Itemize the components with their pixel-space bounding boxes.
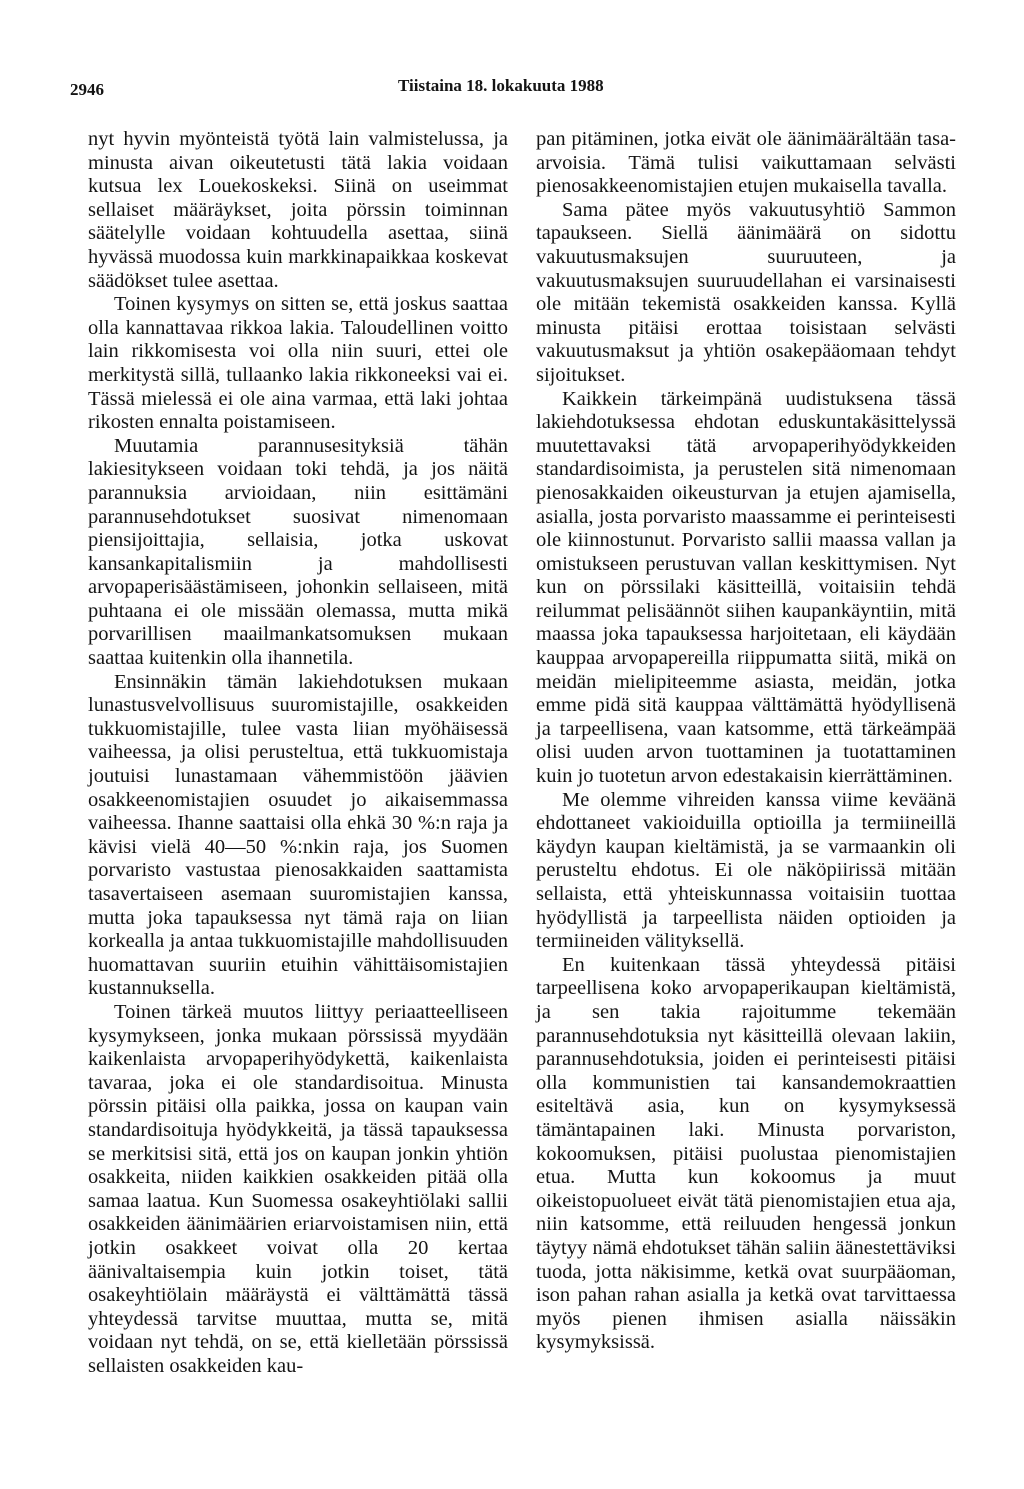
page-number: 2946 <box>70 80 104 99</box>
paragraph: Toinen kysymys on sitten se, että joskus saattaa olla kannattavaa rikkoa lakia. Taloudellinen voitto lain rikkomisesta voi olla niin suuri, ettei ole merkitystä sillä, tullaanko lakia rikkoneeksi vai ei. Tässä mielessä ei ole aina varmaa, että laki johtaa rikosten ennalta poistamiseen. <box>88 293 508 434</box>
running-title: Tiistaina 18. lokakuuta 1988 <box>398 76 604 95</box>
paragraph: Sama pätee myös vakuutusyhtiö Sammon tapaukseen. Siellä äänimäärä on sidottu vakuutusmaksujen suuruuteen, ja vakuutusmaksujen suuruudellahan ei varsinaisesti ole mitään tekemistä osakkeiden kanssa. Kyllä minusta pitäisi erottaa toisistaan selvästi vakuutusmaksut ja yhtiön osakepääomaan tehdyt sijoitukset. <box>536 198 956 386</box>
paragraph: Me olemme vihreiden kanssa viime keväänä ehdottaneet vakioiduilla optioilla ja termiineillä käydyn kaupan kieltämistä, ja se varmaankin oli perusteltu ehdotus. Ei ole näköpiirissä mitään sellaista, että yhteiskunnassa voitaisiin tuottaa hyödyllistä ja tarpeellista näiden optioiden ja termiineiden välityksellä. <box>536 788 956 953</box>
paragraph: nyt hyvin myönteistä työtä lain valmistelussa, ja minusta aivan oikeutetusti tätä lakia voidaan kutsua lex Louekoskeksi. Siinä on useimmat sellaiset määräykset, joita pörssin toiminnan säätelylle voidaan kohtuudella asettaa, siinä hyvässä muodossa kuin markkinapaikkaa koskevat säädökset tulee asettaa. <box>88 128 508 292</box>
paragraph: Ensinnäkin tämän lakiehdotuksen mukaan lunastusvelvollisuus suuromistajille, osakkeiden tukkuomistajille, tulee vasta liian myöhäisessä vaiheessa, ja olisi perusteltua, että tukkuomistaja joutuisi lunastamaan vähemmistöön jäävien osakkeenomistajien osuudet jo aikaisemmassa vaiheessa. Ihanne saattaisi olla ehkä 30 %:n raja ja kävisi vielä 40—50 %:nkin raja, jos Suomen porvaristo vastustaa pienosakkaiden saattamista tasavertaiseen asemaan suuromistajien kanssa, mutta joka tapauksessa nyt tämä raja on liian korkealla ja antaa tukkuomistajille mahdollisuuden huomattavan suuriin etuihin vähittäisomistajien kustannuksella. <box>88 670 508 1000</box>
paragraph: En kuitenkaan tässä yhteydessä pitäisi tarpeellisena koko arvopaperikaupan kieltämistä, ja sen takia rajoitumme tekemään parannusehdotuksia nyt käsitteillä olevaan lakiin, parannusehdotuksia, joiden ei perinteisesti pitäisi olla kommunistien tai kansandemokraattien esiteltävä asia, kun on kysymyksessä tämäntapainen laki. Minusta porvariston, kokoomuksen, pitäisi puolustaa pienomistajien etua. Mutta kun kokoomus ja muut oikeistopuolueet eivät tätä pienomistajien etua aja, niin katsomme, että reiluuden hengessä jonkun täytyy nämä ehdotukset tähän saliin äänestettäviksi tuoda, jotta näkisimme, ketkä ovat suurpääoman, ison pahan rahan asialla ja ketkä ovat tarvittaessa myös pienen ihmisen asialla näissäkin kysymyksissä. <box>536 953 956 1354</box>
paragraph: Kaikkein tärkeimpänä uudistuksena tässä lakiehdotuksessa ehdotan eduskuntakäsittelyssä muutettavaksi tätä arvopaperihyödykkeiden standardisoimista, ja perustelen sitä nimenomaan pienosakkaiden oikeusturvan ja etujen ajamisella, asialla, josta porvaristo maassamme ei perinteisesti ole kiinnostunut. Porvaristo sallii maassa vallan ja omistukseen perustuvan vallan keskittymisen. Nyt kun on pörssilaki käsitteillä, voitaisiin tehdä reilummat pelisäännöt siihen kaupankäyntiin, mitä maassa joka tapauksessa harjoitetaan, eli käydään kauppaa arvopapereilla riippumatta siitä, mikä on meidän mielipiteemme asiasta, meidän, jotka emme pidä sitä kauppaa välttämättä hyödyllisenä ja tarpeellisena, vaan katsomme, että tärkeämpää olisi uuden arvon tuottaminen ja tuotattaminen kuin jo tuotetun arvon edestakaisin kierrättäminen. <box>536 387 956 788</box>
paragraph: Muutamia parannusesityksiä tähän lakiesitykseen voidaan toki tehdä, ja jos näitä parannuksia arvioidaan, niin esittämäni parannusehdotukset suosivat nimenomaan piensijoittajia, sellaisia, jotka uskovat kansankapitalismiin ja mahdollisesti arvopaperisäästämiseen, johonkin sellaiseen, mitä puhtaana ei ole missään olemassa, mutta mikä porvarillisen maailmankatsomuksen mukaan saattaa kuitenkin olla ihannetila. <box>88 434 508 670</box>
page-header <box>70 76 950 104</box>
left-column <box>88 128 508 1378</box>
paragraph: Toinen tärkeä muutos liittyy periaatteelliseen kysymykseen, jonka mukaan pörssissä myydään kaikenlaista arvopaperihyödykettä, kaikenlaista tavaraa, joka ei ole standardisoitua. Minusta pörssin pitäisi olla paikka, jossa on kaupan vain standardisoituja hyödykkeitä, ja tässä tapauksessa se merkitsisi sitä, että jos on kaupan jonkin yhtiön osakkeita, niiden kaikkien osakkeiden pitää olla samaa laatua. Kun Suomessa osakeyhtiölaki sallii osakkeiden äänimäärien eriarvoistamisen niin, että jotkin osakkeet voivat olla 20 kertaa äänivaltaisempia kuin jotkin toiset, tätä osakeyhtiölain määräystä ei välttämättä tässä yhteydessä tarvitse muuttaa, mutta se, mitä voidaan nyt tehdä, on se, että kielletään pörssissä sellaisten osakkeiden kau- <box>88 1000 508 1377</box>
right-column <box>536 128 956 1355</box>
paragraph: pan pitäminen, jotka eivät ole äänimäärältään tasa-arvoisia. Tämä tulisi vaikuttamaan selvästi pienosakkeenomistajien etujen mukaisella tavalla. <box>536 128 956 198</box>
